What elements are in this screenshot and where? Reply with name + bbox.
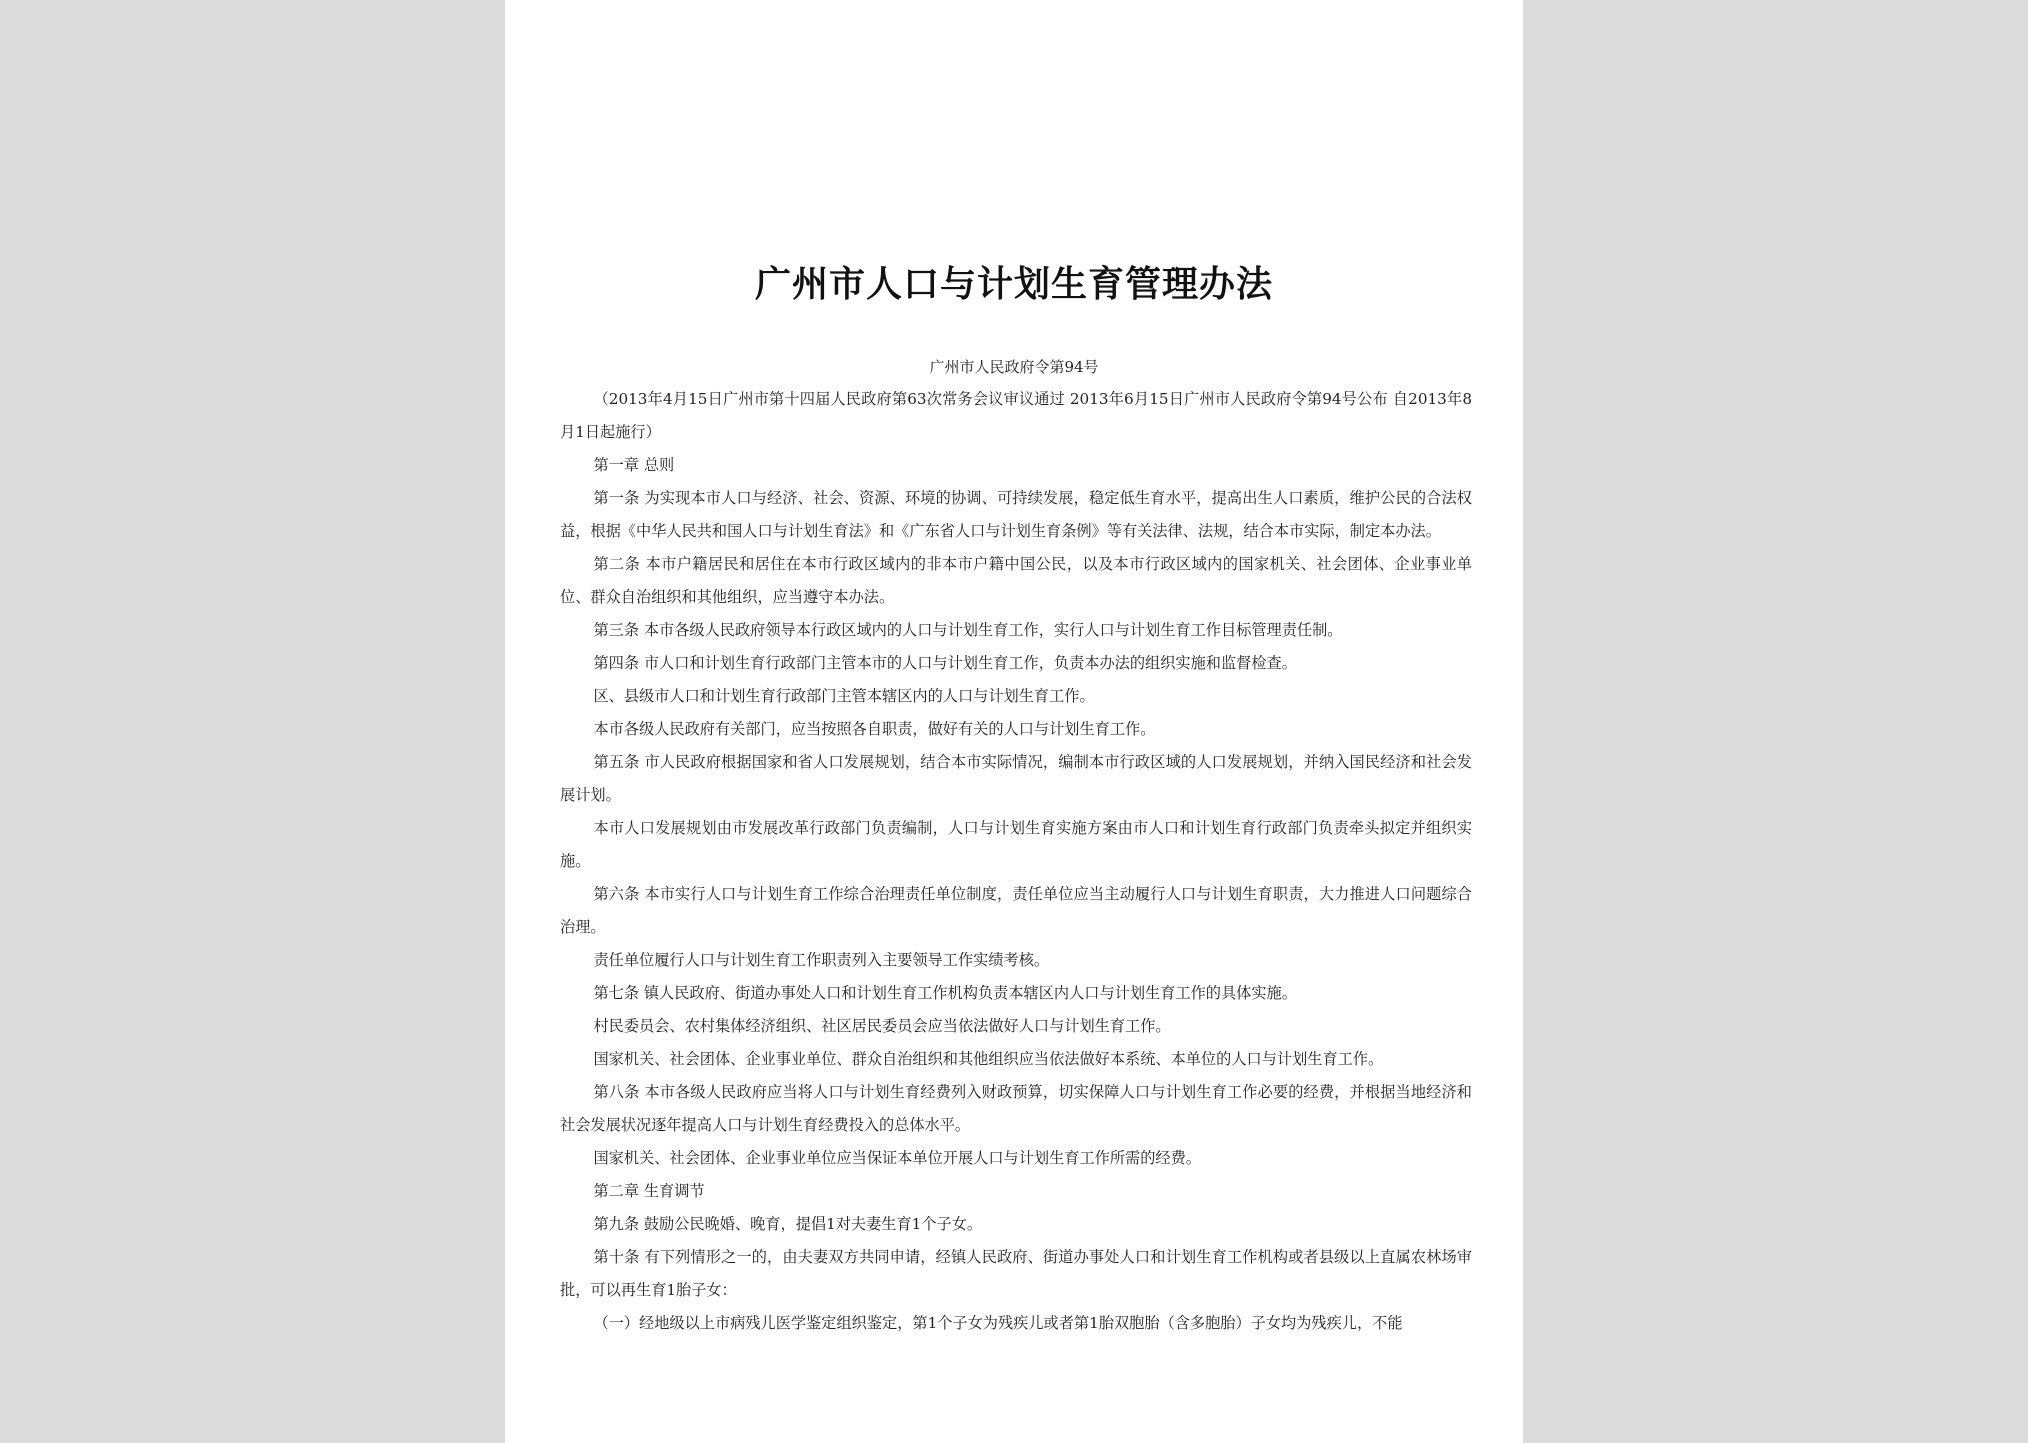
article-paragraph: 第六条 本市实行人口与计划生育工作综合治理责任单位制度，责任单位应当主动履行人口与计划生育职责，大力推进人口问题综合治理。 — [560, 885, 1472, 936]
article-paragraph: 第三条 本市各级人民政府领导本行政区域内的人口与计划生育工作，实行人口与计划生育工作目标管理责任制。 — [593, 621, 1343, 639]
document-page — [505, 0, 1523, 1443]
document-title: 广州市人口与计划生育管理办法 — [754, 263, 1273, 305]
document-body — [560, 383, 1472, 1340]
article-paragraph: 本市各级人民政府有关部门，应当按照各自职责，做好有关的人口与计划生育工作。 — [593, 720, 1156, 738]
article-paragraph: 村民委员会、农村集体经济组织、社区居民委员会应当依法做好人口与计划生育工作。 — [593, 1017, 1171, 1035]
article-paragraph: 第十条 有下列情形之一的，由夫妻双方共同申请，经镇人民政府、街道办事处人口和计划生育工作机构或者县级以上直属农林场审批，可以再生育1胎子女： — [560, 1248, 1472, 1299]
article-paragraph: 第九条 鼓励公民晚婚、晚育，提倡1对夫妻生育1个子女。 — [593, 1215, 983, 1233]
article-paragraph: 本市人口发展规划由市发展改革行政部门负责编制，人口与计划生育实施方案由市人口和计划生育行政部门负责牵头拟定并组织实施。 — [560, 819, 1472, 870]
article-paragraph: 第五条 市人民政府根据国家和省人口发展规划，结合本市实际情况，编制本市行政区域的人口发展规划，并纳入国民经济和社会发展计划。 — [560, 753, 1472, 804]
article-paragraph: 第四条 市人口和计划生育行政部门主管本市的人口与计划生育工作，负责本办法的组织实施和监督检查。 — [593, 654, 1297, 672]
adoption-note: （2013年4月15日广州市第十四届人民政府第63次常务会议审议通过 2013年6月15日广州市人民政府令第94号公布 自2013年8月1日起施行） — [560, 390, 1472, 441]
chapter-heading: 第一章 总则 — [593, 456, 675, 474]
article-paragraph: 国家机关、社会团体、企业事业单位应当保证本单位开展人口与计划生育工作所需的经费。 — [593, 1149, 1201, 1167]
article-paragraph: 第八条 本市各级人民政府应当将人口与计划生育经费列入财政预算，切实保障人口与计划生育工作必要的经费，并根据当地经济和社会发展状况逐年提高人口与计划生育经费投入的总体水平。 — [560, 1083, 1472, 1134]
article-paragraph: 区、县级市人口和计划生育行政部门主管本辖区内的人口与计划生育工作。 — [593, 687, 1095, 705]
article-paragraph: 第一条 为实现本市人口与经济、社会、资源、环境的协调、可持续发展，稳定低生育水平，提高出生人口素质，维护公民的合法权益，根据《中华人民共和国人口与计划生育法》和《广东省人口与计划生育条例》等有关法律、法规，结合本市实际，制定本办法。 — [560, 489, 1472, 540]
government-order-number: 广州市人民政府令第94号 — [929, 358, 1099, 376]
article-paragraph: 国家机关、社会团体、企业事业单位、群众自治组织和其他组织应当依法做好本系统、本单位的人口与计划生育工作。 — [593, 1050, 1384, 1068]
article-paragraph: 责任单位履行人口与计划生育工作职责列入主要领导工作实绩考核。 — [593, 951, 1050, 969]
chapter-heading: 第二章 生育调节 — [593, 1182, 705, 1200]
article-paragraph: （一）经地级以上市病残儿医学鉴定组织鉴定，第1个子女为残疾儿或者第1胎双胞胎（含多胞胎）子女均为残疾儿，不能 — [593, 1314, 1403, 1332]
article-paragraph: 第二条 本市户籍居民和居住在本市行政区域内的非本市户籍中国公民，以及本市行政区域内的国家机关、社会团体、企业事业单位、群众自治组织和其他组织，应当遵守本办法。 — [560, 555, 1472, 606]
article-paragraph: 第七条 镇人民政府、街道办事处人口和计划生育工作机构负责本辖区内人口与计划生育工作的具体实施。 — [593, 984, 1297, 1002]
